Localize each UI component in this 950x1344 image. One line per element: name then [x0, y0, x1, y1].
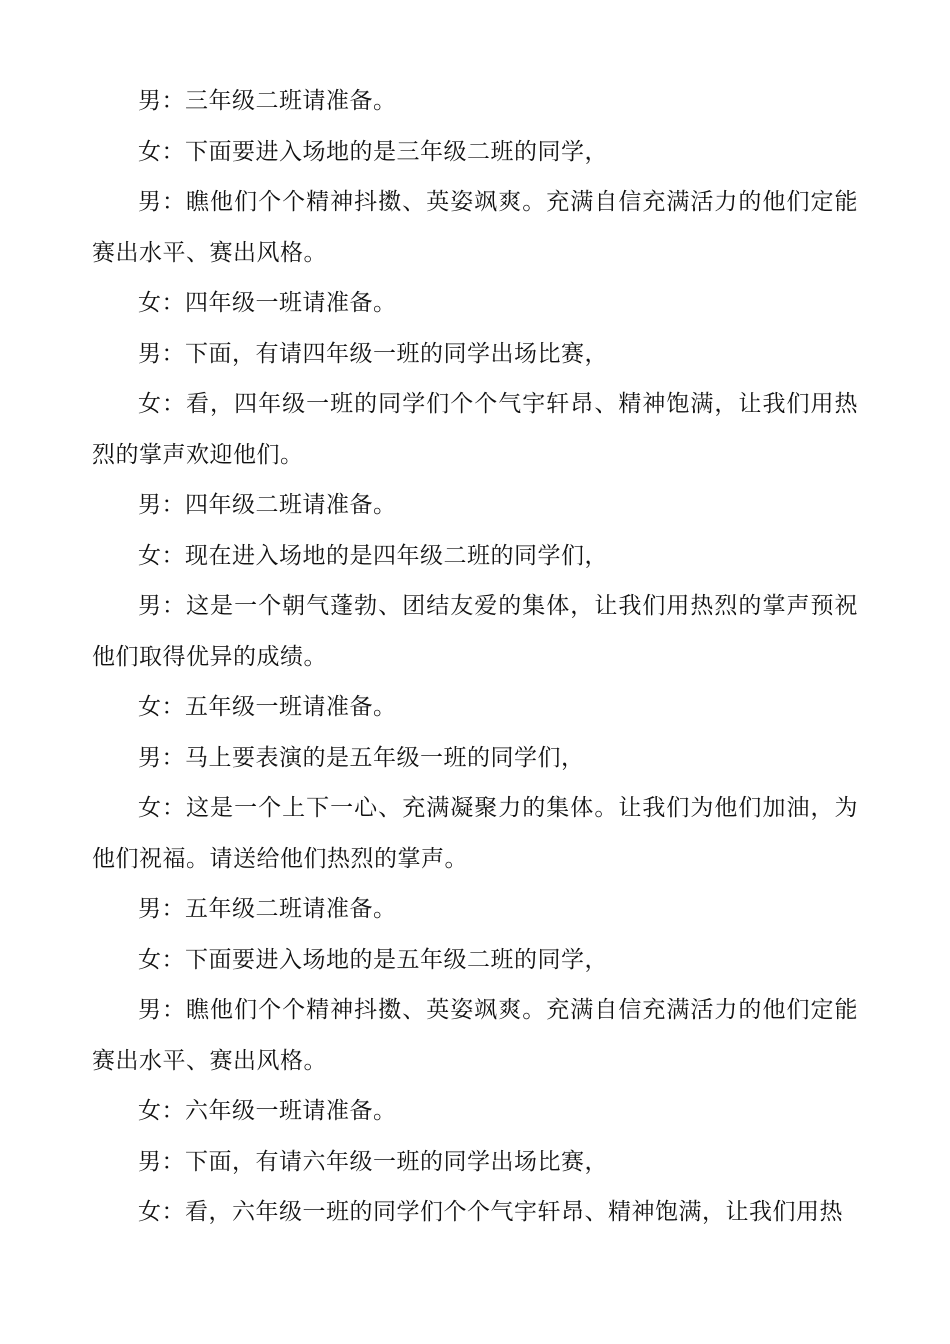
paragraph: 男：瞧他们个个精神抖擞、英姿飒爽。充满自信充满活力的他们定能赛出水平、赛出风格。 — [92, 189, 858, 266]
paragraph: 女：看，四年级一班的同学们个个气宇轩昂、精神饱满，让我们用热烈的掌声欢迎他们。 — [92, 391, 858, 468]
paragraph: 女：五年级一班请准备。 — [138, 694, 397, 720]
paragraph: 男：五年级二班请准备。 — [138, 896, 397, 922]
paragraph: 男：马上要表演的是五年级一班的同学们， — [138, 744, 585, 771]
paragraph: 男：下面，有请四年级一班的同学出场比赛， — [138, 340, 608, 367]
paragraph: 女：这是一个上下一心、充满凝聚力的集体。让我们为他们加油，为他们祝福。请送给他们热烈的掌声。 — [92, 795, 858, 872]
paragraph: 女：下面要进入场地的是五年级二班的同学， — [138, 946, 608, 973]
paragraph: 女：看，六年级一班的同学们个个气宇轩昂、精神饱满，让我们用热 — [138, 1199, 843, 1225]
paragraph: 女：下面要进入场地的是三年级二班的同学， — [138, 138, 608, 165]
paragraph: 男：三年级二班请准备。 — [138, 88, 397, 114]
paragraph: 女：四年级一班请准备。 — [138, 290, 397, 316]
document-body — [92, 76, 858, 1238]
paragraph: 男：四年级二班请准备。 — [138, 492, 397, 518]
paragraph: 女：现在进入场地的是四年级二班的同学们， — [138, 542, 608, 569]
paragraph: 男：下面，有请六年级一班的同学出场比赛， — [138, 1148, 608, 1175]
paragraph: 女：六年级一班请准备。 — [138, 1098, 397, 1124]
paragraph: 男：这是一个朝气蓬勃、团结友爱的集体，让我们用热烈的掌声预祝他们取得优异的成绩。 — [92, 593, 858, 670]
paragraph: 男：瞧他们个个精神抖擞、英姿飒爽。充满自信充满活力的他们定能赛出水平、赛出风格。 — [92, 997, 858, 1074]
